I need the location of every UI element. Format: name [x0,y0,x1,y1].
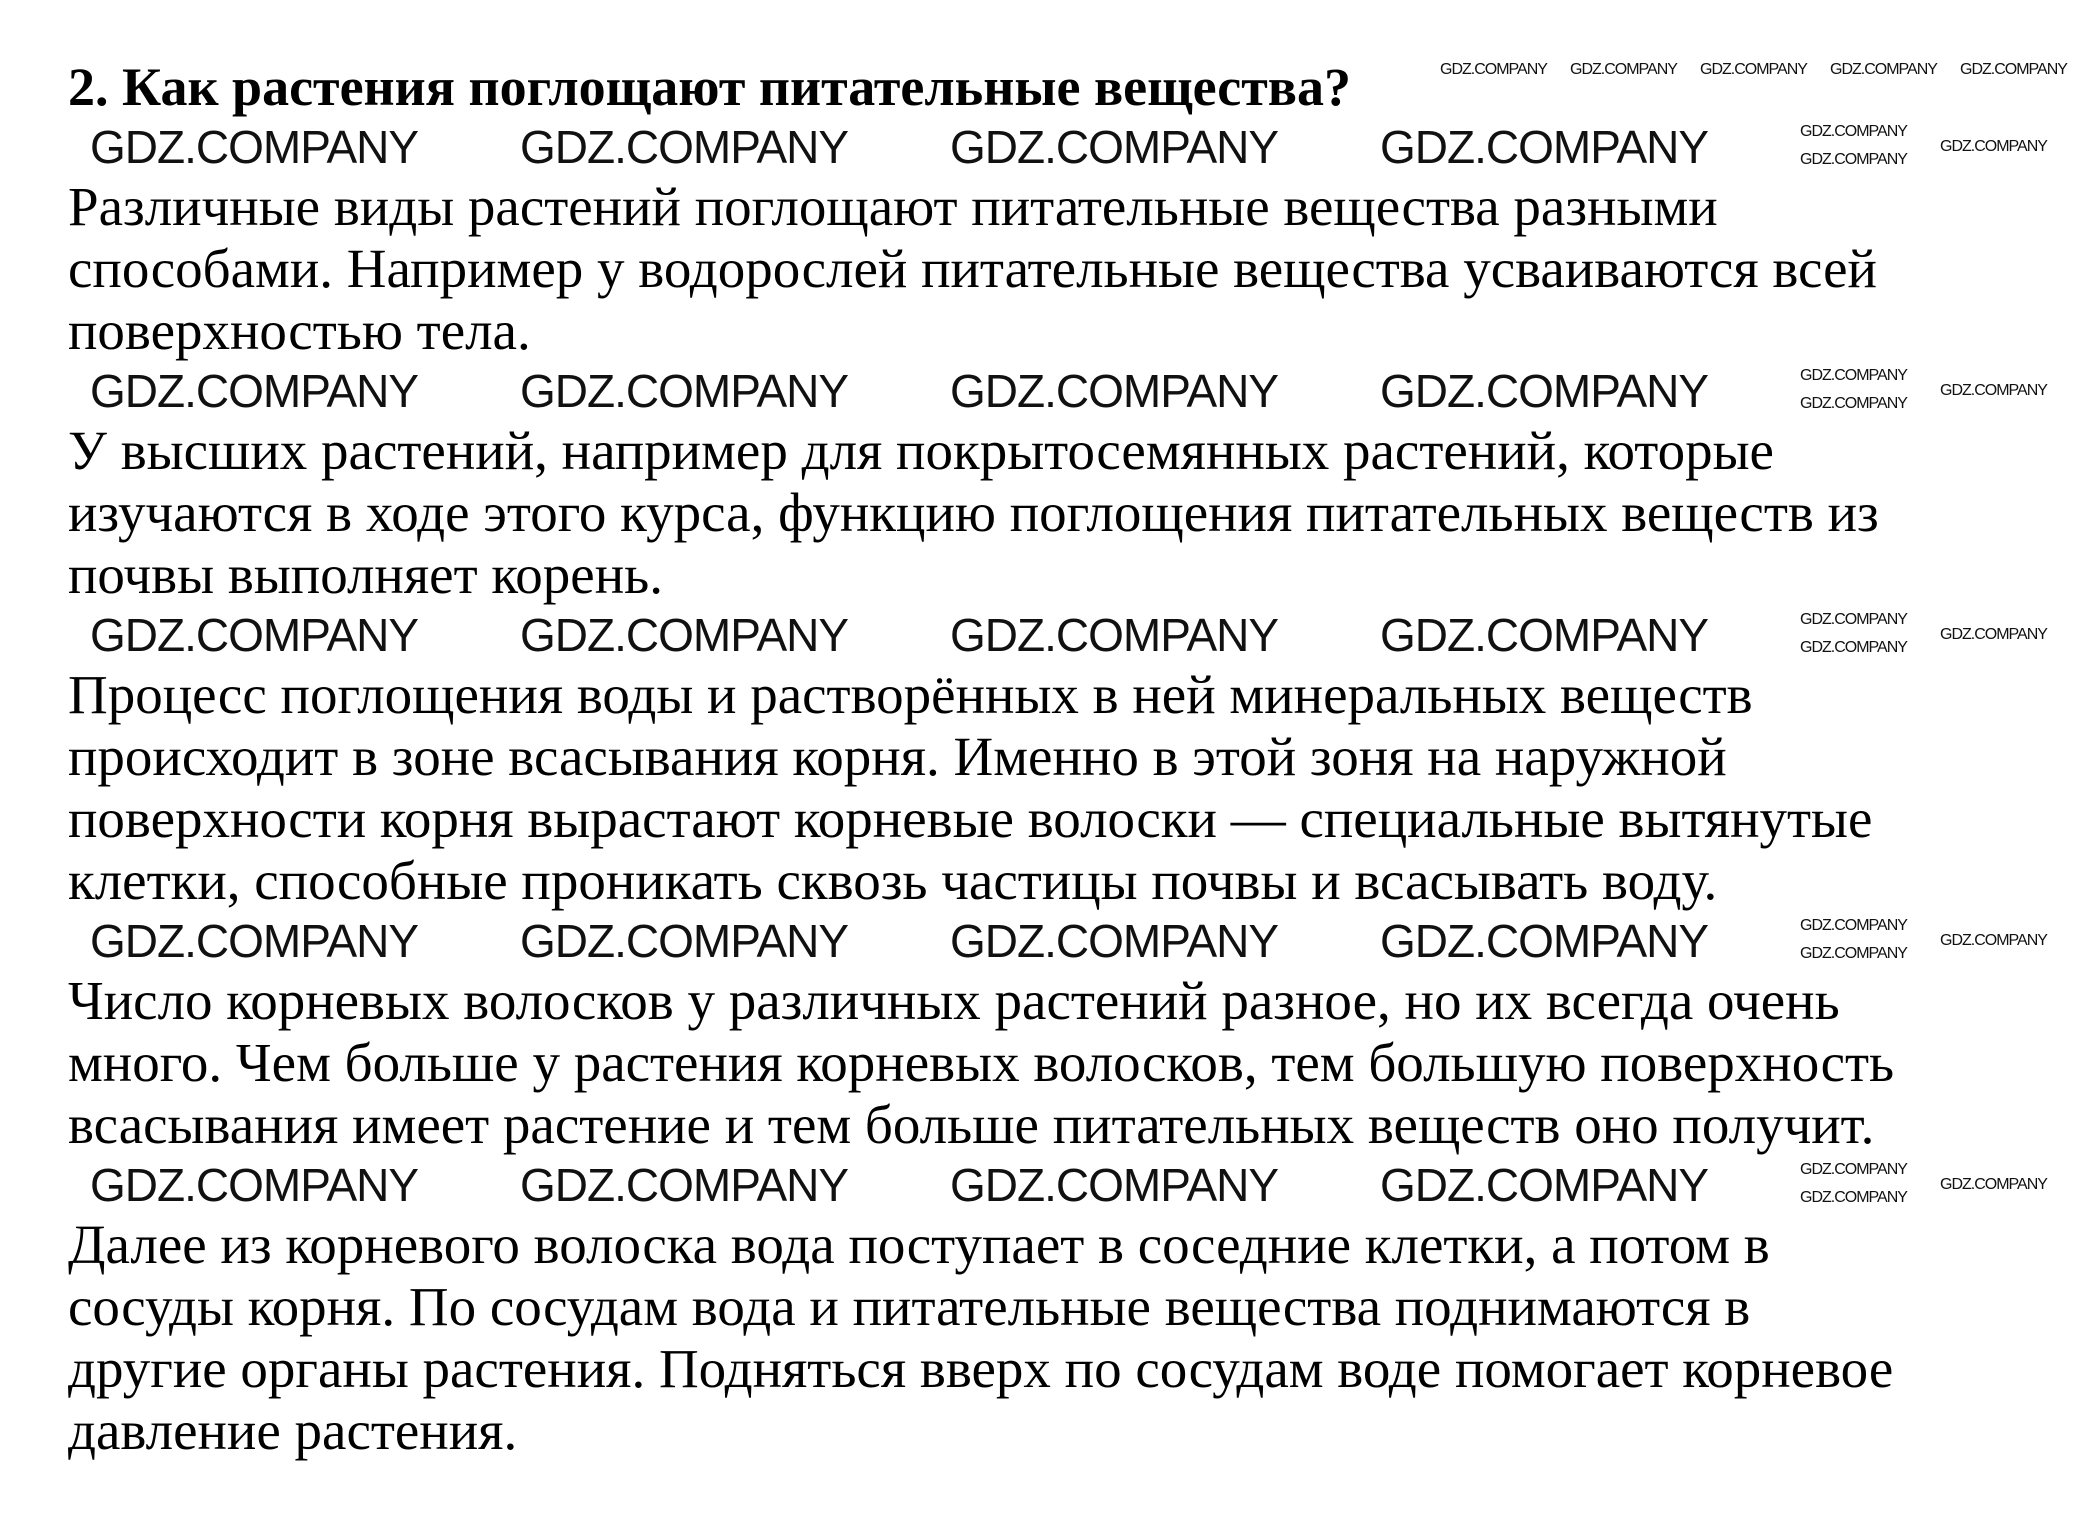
watermark: GDZ.COMPANY [520,609,849,661]
watermark: GDZ.COMPANY [950,121,1279,173]
watermark: GDZ.COMPANY [520,365,849,417]
watermark: GDZ.COMPANY [90,915,419,967]
text-line: другие органы растения. Подняться вверх по сосудам воде помогает корневое [68,1338,1894,1399]
watermark: GDZ.COMPANY [1380,365,1709,417]
watermark: GDZ.COMPANY [1800,367,1907,384]
text-line: способами. Например у водорослей питательные вещества усваиваются всей [68,238,1877,299]
watermark: GDZ.COMPANY [1800,945,1907,962]
watermark: GDZ.COMPANY [90,365,419,417]
text-line: поверхности корня вырастают корневые волоски — специальные вытянутые [68,788,1873,849]
watermark: GDZ.COMPANY [1940,932,2047,949]
watermark: GDZ.COMPANY [1800,151,1907,168]
watermark: GDZ.COMPANY [1380,915,1709,967]
watermark: GDZ.COMPANY [1800,639,1907,656]
watermark: GDZ.COMPANY [1570,61,1677,78]
text-line: У высших растений, например для покрытосемянных растений, которые [68,420,1774,481]
watermark: GDZ.COMPANY [90,1159,419,1211]
watermark: GDZ.COMPANY [1800,1189,1907,1206]
text-line: Процесс поглощения воды и растворённых в ней минеральных веществ [68,664,1753,725]
text-line: клетки, способные проникать сквозь частицы почвы и всасывать воду. [68,850,1718,911]
text-line: всасывания имеет растение и тем больше питательных веществ оно получит. [68,1094,1875,1155]
text-line: много. Чем больше у растения корневых волосков, тем большую поверхность [68,1032,1895,1093]
watermark: GDZ.COMPANY [950,609,1279,661]
watermark: GDZ.COMPANY [1940,1176,2047,1193]
watermark: GDZ.COMPANY [1380,121,1709,173]
watermark: GDZ.COMPANY [1940,626,2047,643]
text-line: почвы выполняет корень. [68,544,663,605]
watermark: GDZ.COMPANY [1800,123,1907,140]
question-title: 2. Как растения поглощают питательные вещества? [68,57,1351,117]
watermark: GDZ.COMPANY [1800,395,1907,412]
watermark: GDZ.COMPANY [1800,1161,1907,1178]
watermark: GDZ.COMPANY [90,609,419,661]
text-line: происходит в зоне всасывания корня. Именно в этой зоня на наружной [68,726,1727,787]
text-line: сосуды корня. По сосудам вода и питательные вещества поднимаются в [68,1276,1751,1337]
text-line: поверхностью тела. [68,300,531,361]
watermark: GDZ.COMPANY [1800,917,1907,934]
text-line: изучаются в ходе этого курса, функцию поглощения питательных веществ из [68,482,1879,543]
watermark: GDZ.COMPANY [520,1159,849,1211]
watermark: GDZ.COMPANY [1830,61,1937,78]
text-line: Число корневых волосков у различных растений разное, но их всегда очень [68,970,1840,1031]
watermark: GDZ.COMPANY [1940,382,2047,399]
watermark: GDZ.COMPANY [1380,1159,1709,1211]
watermark: GDZ.COMPANY [1940,138,2047,155]
watermark: GDZ.COMPANY [520,915,849,967]
watermark: GDZ.COMPANY [1960,61,2067,78]
watermark: GDZ.COMPANY [1800,611,1907,628]
text-line: давление растения. [68,1400,518,1461]
text-line: Различные виды растений поглощают питательные вещества разными [68,176,1718,237]
watermark: GDZ.COMPANY [90,121,419,173]
watermark: GDZ.COMPANY [520,121,849,173]
watermark: GDZ.COMPANY [1380,609,1709,661]
watermark: GDZ.COMPANY [1700,61,1807,78]
watermark: GDZ.COMPANY [950,365,1279,417]
watermark: GDZ.COMPANY [1440,61,1547,78]
watermark: GDZ.COMPANY [950,915,1279,967]
watermark: GDZ.COMPANY [950,1159,1279,1211]
text-line: Далее из корневого волоска вода поступает в соседние клетки, а потом в [68,1214,1770,1275]
